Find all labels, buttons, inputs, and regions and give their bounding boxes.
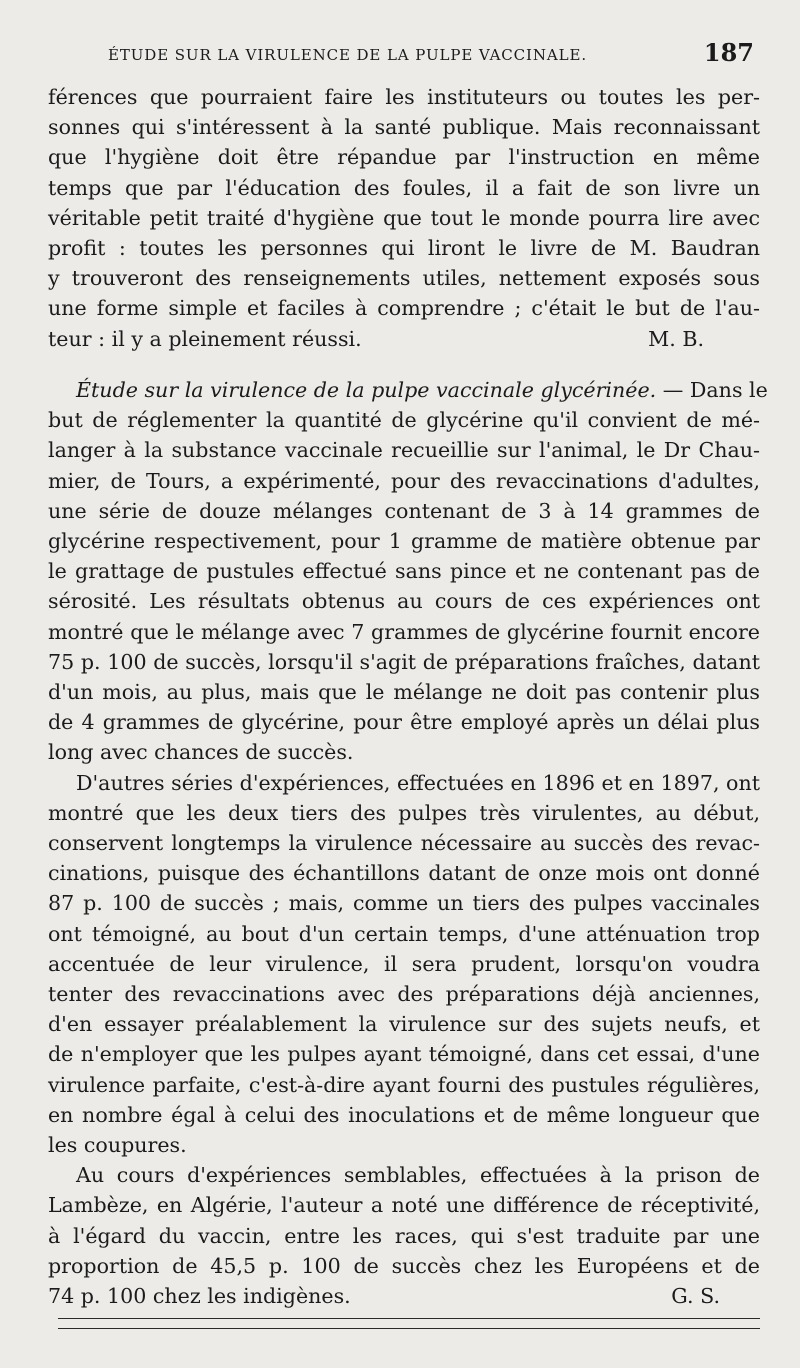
paragraph-book-review-end: [48, 82, 760, 354]
text-line: de n'employer que les pulpes ayant témoigné, dans cet essai, d'une: [48, 1042, 760, 1067]
text-line: férences que pourraient faire les instituteurs ou toutes les per-: [48, 85, 760, 109]
text-line: teur : il y a pleinement réussi.: [48, 326, 362, 351]
text-line: but de réglementer la quantité de glycérine qu'il convient de mé-: [48, 408, 760, 433]
text-line: 74 p. 100 chez les indigènes.: [48, 1284, 351, 1309]
page-number: 187: [703, 38, 754, 67]
text-line: tenter des revaccinations avec des préparations déjà anciennes,: [48, 982, 760, 1007]
text-line: cinations, puisque des échantillons datant de onze mois ont donné: [48, 861, 760, 886]
review-section: [48, 375, 768, 1311]
text-line: glycérine respectivement, pour 1 gramme de matière obtenue par: [48, 529, 760, 554]
text-line: 75 p. 100 de succès, lorsqu'il s'agit de préparations fraîches, datant: [48, 649, 760, 674]
signature-line: [48, 324, 760, 354]
text-line: d'un mois, au plus, mais que le mélange ne doit pas contenir plus: [48, 680, 760, 705]
review-title: Étude sur la virulence de la pulpe vaccinale glycérinée.: [76, 378, 657, 402]
text-line: montré que le mélange avec 7 grammes de glycérine fournit encore: [48, 619, 760, 644]
text-line: Au cours d'expériences semblables, effectuées à la prison de: [76, 1163, 760, 1188]
text-line: long avec chances de succès.: [48, 740, 354, 765]
signature-line: [48, 1281, 760, 1311]
text-line: en nombre égal à celui des inoculations et de même longueur que: [48, 1102, 760, 1127]
text-line: de 4 grammes de glycérine, pour être employé après un délai plus: [48, 710, 760, 735]
text-line: mier, de Tours, a expérimenté, pour des revaccinations d'adultes,: [48, 468, 760, 493]
text-line: Lambèze, en Algérie, l'auteur a noté une différence de réceptivité,: [48, 1193, 760, 1218]
text-line: conservent longtemps la virulence nécessaire au succès des revac-: [48, 831, 760, 856]
text-line: véritable petit traité d'hygiène que tout le monde pourra lire avec: [48, 205, 760, 230]
text-line: 87 p. 100 de succès ; mais, comme un tiers des pulpes vaccinales: [48, 891, 760, 916]
text-line: le grattage de pustules effectué sans pince et ne contenant pas de: [48, 559, 760, 584]
text-line: D'autres séries d'expériences, effectuées en 1896 et en 1897, ont: [76, 770, 760, 795]
text-line: — Dans le: [656, 378, 768, 402]
text-line: montré que les deux tiers des pulpes très virulentes, au début,: [48, 800, 760, 825]
author-signature: G. S.: [671, 1284, 720, 1309]
text-line: proportion de 45,5 p. 100 de succès chez les Européens et de: [48, 1253, 760, 1278]
text-line: temps que par l'éducation des foules, il a fait de son livre un: [48, 175, 760, 200]
text-line: virulence parfaite, c'est-à-dire ayant fourni des pustules régulières,: [48, 1072, 760, 1097]
text-line: à l'égard du vaccin, entre les races, qui s'est traduite par une: [48, 1223, 760, 1248]
text-line: que l'hygiène doit être répandue par l'instruction en même: [48, 145, 760, 170]
running-head: [48, 38, 760, 74]
text-line: sonnes qui s'intéressent à la santé publique. Mais reconnaissant: [48, 115, 760, 140]
running-title: ÉTUDE SUR LA VIRULENCE DE LA PULPE VACCINALE.: [108, 46, 588, 64]
double-rule-bottom: [58, 1328, 760, 1329]
text-line: les coupures.: [48, 1133, 187, 1158]
text-line: une série de douze mélanges contenant de 3 à 14 grammes de: [48, 498, 760, 523]
text-line: une forme simple et faciles à comprendre ; c'était le but de l'au-: [48, 296, 760, 321]
author-signature: M. B.: [648, 326, 704, 351]
double-rule-top: [58, 1318, 760, 1319]
text-line: y trouveront des renseignements utiles, nettement exposés sous: [48, 266, 760, 291]
text-line: sérosité. Les résultats obtenus au cours de ces expériences ont: [48, 589, 760, 614]
text-line: ont témoigné, au bout d'un certain temps, d'une atténuation trop: [48, 921, 760, 946]
review-heading-line: [48, 375, 768, 405]
text-line: accentuée de leur virulence, il sera prudent, lorsqu'on voudra: [48, 951, 760, 976]
text-line: profit : toutes les personnes qui liront le livre de M. Baudran: [48, 236, 760, 261]
text-line: langer à la substance vaccinale recueillie sur l'animal, le Dr Chau-: [48, 438, 760, 463]
text-line: d'en essayer préalablement la virulence sur des sujets neufs, et: [48, 1012, 760, 1037]
